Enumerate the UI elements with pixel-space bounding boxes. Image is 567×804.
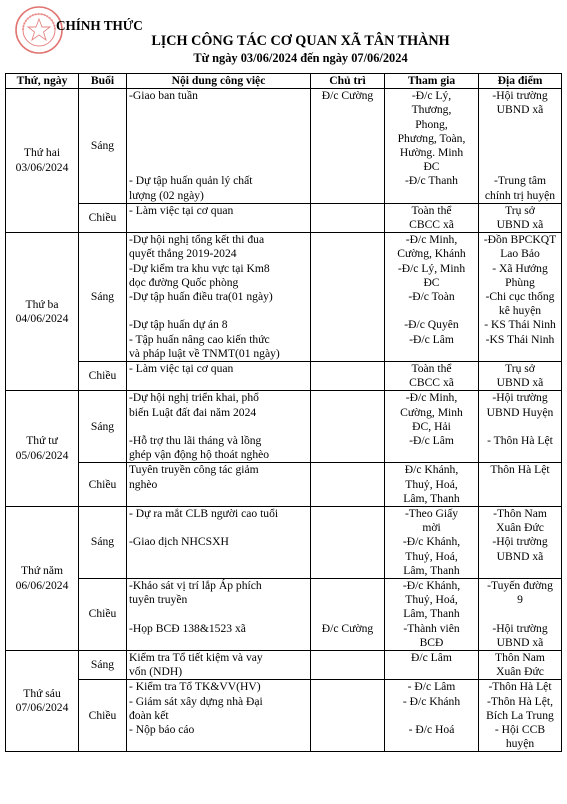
document-title: LỊCH CÔNG TÁC CƠ QUAN XÃ TÂN THÀNH: [151, 33, 450, 49]
session-cell-line: Sáng: [90, 419, 115, 433]
official-label: CHÍNH THỨC: [56, 18, 143, 33]
participants-cell-line: Cường, Minh: [400, 405, 463, 419]
header-chair: Chủ trì: [311, 74, 385, 89]
location-cell-line: -Hội trường: [492, 621, 548, 635]
location-cell: [479, 680, 562, 752]
participants-cell-line: -Theo Giấy: [404, 507, 459, 520]
participants-cell-line: Thuỷ, Hoá,: [405, 549, 458, 563]
content-cell: [127, 579, 311, 651]
location-cell-line: UBND xã: [496, 376, 544, 390]
participants-cell-line: Lâm, Thanh: [403, 491, 460, 505]
location-cell-line: Thôn Hà Lệt: [490, 463, 550, 477]
content-cell-line: dọc đường Quốc phòng: [129, 275, 239, 289]
participants-cell-line: ĐC: [423, 275, 440, 289]
chair-cell-line: [313, 204, 382, 218]
session-cell: [79, 651, 127, 680]
chair-cell: [311, 507, 385, 579]
day-cell: [6, 89, 79, 233]
location-cell-line: [481, 607, 559, 621]
content-cell: [127, 507, 311, 579]
chair-cell: [311, 89, 385, 204]
content-cell-line: -Giao dịch NHCSXH: [129, 535, 229, 549]
location-cell-line: - Xã Hướng: [492, 261, 548, 275]
content-cell-line: vốn (NDH): [129, 665, 183, 679]
location-cell-line: Xuân Đức: [496, 665, 544, 679]
content-cell-line: - Làm việc tại cơ quan: [129, 203, 234, 217]
content-cell: [127, 463, 311, 507]
participants-cell-line: BCĐ: [419, 635, 444, 649]
participants-cell-line: Lâm, Thanh: [403, 607, 460, 621]
day-cell-line: Thứ năm: [20, 564, 64, 578]
participants-cell: [385, 361, 479, 390]
content-cell-line: - Dự tập huấn quản lý chất: [129, 174, 253, 188]
location-cell-line: -Hội trường: [492, 535, 548, 549]
participants-cell: [385, 651, 479, 680]
location-cell-line: - KS Thái Ninh: [484, 318, 556, 332]
chair-cell-line: [313, 463, 382, 477]
table-row: [6, 391, 562, 463]
content-cell-line: đoàn kết: [129, 708, 169, 722]
session-cell-line: Chiều: [88, 369, 117, 383]
content-cell-line: -Dự kiểm tra khu vực tại Km8: [129, 261, 270, 275]
day-cell: [6, 507, 79, 651]
chair-cell-line: Đ/c Cường: [321, 621, 374, 635]
table-row: [6, 361, 562, 390]
location-cell-line: 9: [517, 593, 523, 607]
session-cell: [79, 203, 127, 232]
participants-cell-line: Hường. Minh: [399, 146, 464, 160]
session-cell-line: Sáng: [90, 535, 115, 549]
content-cell-line: Kiểm tra Tổ tiết kiệm và vay: [129, 651, 263, 665]
participants-cell-line: Thuỷ, Hoá,: [405, 593, 458, 607]
content-cell-line: [129, 103, 308, 117]
location-cell-line: kê huyện: [498, 304, 542, 318]
participants-cell-line: -Đ/c Khánh,: [402, 535, 461, 549]
location-cell-line: Trụ sở: [505, 203, 535, 217]
content-cell-line: ghép vận động hộ thoát nghèo: [129, 448, 270, 462]
chair-cell-line: Đ/c Cường: [321, 89, 374, 103]
location-cell-line: Lao Bảo: [500, 247, 540, 261]
chair-cell-line: [313, 362, 382, 376]
chair-cell-line: [313, 680, 382, 694]
day-cell-line: Thứ ba: [25, 297, 59, 311]
participants-cell: [385, 391, 479, 463]
chair-cell: [311, 463, 385, 507]
participants-cell-line: ĐC: [423, 160, 440, 174]
participants-cell-line: - Đ/c Lâm: [407, 680, 456, 694]
chair-cell: [311, 680, 385, 752]
location-cell-line: chính trị huyện: [484, 188, 556, 202]
content-cell-line: và pháp luật về TNMT(01 ngày): [129, 346, 280, 360]
location-cell-line: -Thôn Nam: [493, 507, 547, 520]
location-cell-line: [481, 420, 559, 434]
content-cell-line: -Dự tập huấn dự án 8: [129, 318, 228, 332]
participants-cell-line: - Đ/c Hoá: [408, 723, 455, 737]
content-cell: [127, 680, 311, 752]
content-cell-line: -Dự tập huấn điều tra(01 ngày): [129, 289, 273, 303]
content-cell-line: -Khảo sát vị trí lắp Áp phích: [129, 579, 262, 593]
day-cell-line: Thứ hai: [23, 146, 61, 160]
location-cell-line: [481, 118, 559, 132]
content-cell-line: [129, 160, 308, 174]
table-row: [6, 680, 562, 752]
chair-cell-line: [313, 233, 382, 247]
table-row: [6, 203, 562, 232]
content-cell: [127, 391, 311, 463]
day-cell: [6, 233, 79, 391]
chair-cell-line: [313, 579, 382, 593]
content-cell-line: quyết thắng 2019-2024: [129, 247, 237, 261]
location-cell: [479, 391, 562, 463]
location-cell-line: [481, 146, 559, 160]
participants-cell-line: -Đ/c Lâm: [409, 332, 454, 346]
content-cell-line: lượng (02 ngày): [129, 188, 204, 202]
header-location: Địa điểm: [479, 74, 562, 89]
schedule-table: [5, 73, 562, 752]
document-subtitle: Từ ngày 03/06/2024 đến ngày 07/06/2024: [193, 51, 408, 65]
chair-cell: [311, 651, 385, 680]
content-cell: [127, 89, 311, 204]
location-cell-line: -Đồn BPCKQT: [483, 233, 557, 247]
session-cell-line: Sáng: [90, 658, 115, 672]
location-cell: [479, 651, 562, 680]
session-cell-line: Chiều: [88, 210, 117, 224]
participants-cell-line: - Đ/c Khánh: [402, 694, 461, 708]
content-cell-line: [129, 304, 308, 318]
participants-cell-line: -Đ/c Thanh: [405, 174, 458, 188]
day-cell-line: 03/06/2024: [15, 160, 69, 174]
session-cell-line: Chiều: [88, 477, 117, 491]
day-cell-line: 04/06/2024: [15, 311, 69, 325]
participants-cell: [385, 233, 479, 362]
session-cell-line: Sáng: [90, 138, 115, 152]
content-cell-line: [129, 118, 308, 132]
session-cell: [79, 89, 127, 204]
header-day: Thứ, ngày: [6, 74, 79, 89]
participants-cell-line: Cường, Khánh: [397, 247, 466, 261]
participants-cell-line: -Đ/c Quyên: [404, 318, 459, 332]
content-cell: [127, 361, 311, 390]
day-cell: [6, 391, 79, 507]
participants-cell-line: -Đ/c Minh,: [405, 391, 458, 405]
participants-cell-line: CBCC xã: [409, 217, 454, 231]
day-cell-line: 07/06/2024: [15, 701, 69, 715]
session-cell: [79, 680, 127, 752]
participants-cell-line: [387, 304, 476, 318]
location-cell: [479, 233, 562, 362]
session-cell-line: Sáng: [90, 289, 115, 303]
location-cell-line: -Hội trường: [492, 89, 548, 103]
header-participants: Tham gia: [385, 74, 479, 89]
content-cell-line: nghèo: [129, 477, 158, 491]
location-cell-line: UBND xã: [496, 549, 544, 563]
location-cell: [479, 89, 562, 204]
content-cell: [127, 233, 311, 362]
participants-cell-line: Toàn thể: [411, 361, 452, 375]
session-cell: [79, 361, 127, 390]
day-cell-line: 05/06/2024: [15, 448, 69, 462]
content-cell-line: -Dự hội nghị triển khai, phổ: [129, 391, 259, 405]
table-row: [6, 233, 562, 362]
location-cell-line: UBND xã: [496, 103, 544, 117]
participants-cell: [385, 507, 479, 579]
location-cell-line: -KS Thái Ninh: [485, 332, 555, 346]
participants-cell-line: Đ/c Lâm: [411, 651, 452, 665]
content-cell-line: [129, 521, 308, 535]
content-cell-line: Tuyên truyền công tác giảm: [129, 463, 259, 477]
content-cell-line: [129, 146, 308, 160]
content-cell-line: - Dự ra mắt CLB người cao tuổi: [129, 507, 279, 520]
header-session: Buổi: [79, 74, 127, 89]
location-cell-line: -Hội trường: [492, 391, 548, 405]
location-cell-line: - Thôn Hà Lệt: [487, 433, 553, 447]
content-cell-line: -Giao ban tuần: [129, 89, 198, 103]
session-cell-line: Chiều: [88, 607, 117, 621]
table-row: [6, 579, 562, 651]
chair-cell: [311, 203, 385, 232]
session-cell: [79, 233, 127, 362]
location-cell: [479, 203, 562, 232]
table-row: [6, 89, 562, 204]
location-cell-line: -Thôn Hà Lệt: [488, 680, 552, 694]
content-cell-line: - Nộp báo cáo: [129, 723, 195, 737]
location-cell: [479, 579, 562, 651]
chair-cell: [311, 361, 385, 390]
participants-cell-line: Phong,: [415, 117, 448, 131]
participants-cell-line: CBCC xã: [409, 376, 454, 390]
location-cell-line: [481, 132, 559, 146]
chair-cell-line: [313, 391, 382, 405]
content-cell-line: -Hỗ trợ thu lãi tháng và lồng: [129, 433, 262, 447]
participants-cell-line: Phương, Toàn,: [397, 131, 466, 145]
content-cell-line: biến Luật đất đai năm 2024: [129, 405, 257, 419]
location-cell-line: UBND Huyện: [486, 405, 554, 419]
chair-cell-line: [313, 607, 382, 621]
session-cell: [79, 463, 127, 507]
table-row: [6, 651, 562, 680]
location-cell-line: [481, 160, 559, 174]
session-cell: [79, 579, 127, 651]
participants-cell: [385, 463, 479, 507]
participants-cell-line: Thương,: [411, 103, 452, 117]
content-cell-line: - Kiểm tra Tổ TK&VV(HV): [129, 680, 261, 694]
location-cell: [479, 507, 562, 579]
participants-cell-line: [387, 709, 476, 723]
chair-cell-line: [313, 651, 382, 665]
participants-cell: [385, 579, 479, 651]
location-cell-line: -Tuyến đường: [487, 579, 553, 593]
content-cell-line: tuyên truyền: [129, 593, 188, 607]
participants-cell-line: -Đ/c Lý, Minh: [397, 261, 466, 275]
location-cell-line: huyện: [505, 737, 535, 751]
table-header-row: [6, 74, 562, 89]
participants-cell-line: mời: [422, 521, 441, 535]
location-cell-line: Xuân Đức: [496, 521, 544, 535]
location-cell: [479, 361, 562, 390]
participants-cell-line: -Đ/c Khánh,: [402, 579, 461, 593]
content-cell-line: - Làm việc tại cơ quan: [129, 361, 234, 375]
participants-cell-line: Thuỷ, Hoá,: [405, 477, 458, 491]
content-cell: [127, 203, 311, 232]
location-cell-line: -Trung tâm: [493, 174, 547, 188]
content-cell-line: [129, 607, 308, 621]
content-cell-line: -Họp BCĐ 138&1523 xã: [129, 621, 246, 635]
participants-cell: [385, 203, 479, 232]
participants-cell-line: Lâm, Thanh: [403, 563, 460, 577]
participants-cell: [385, 680, 479, 752]
content-cell-line: -Dự hội nghị tổng kết thi đua: [129, 233, 265, 247]
participants-cell-line: -Đ/c Lý,: [411, 89, 452, 103]
participants-cell-line: Đ/c Khánh,: [404, 463, 459, 477]
location-cell: [479, 463, 562, 507]
location-cell-line: Trụ sở: [505, 361, 535, 375]
day-cell: [6, 651, 79, 752]
chair-cell: [311, 391, 385, 463]
participants-cell-line: -Thành viên: [403, 621, 460, 635]
content-cell: [127, 651, 311, 680]
participants-cell-line: -Đ/c Lâm: [409, 434, 454, 447]
chair-cell: [311, 233, 385, 362]
session-cell: [79, 507, 127, 579]
location-cell-line: - Hội CCB: [494, 723, 546, 737]
chair-cell: [311, 579, 385, 651]
day-cell-line: Thứ sáu: [23, 687, 61, 701]
participants-cell-line: -Đ/c Toàn: [408, 289, 455, 303]
content-cell-line: [129, 420, 308, 434]
day-cell-line: Thứ tư: [26, 434, 58, 448]
participants-cell: [385, 89, 479, 204]
participants-cell-line: -Đ/c Minh,: [405, 233, 458, 247]
location-cell-line: Bích La Trung: [486, 708, 554, 722]
session-cell-line: Chiều: [88, 708, 117, 722]
table-row: [6, 507, 562, 579]
participants-cell-line: ĐC, Hải: [412, 419, 451, 433]
location-cell-line: Phùng: [505, 275, 535, 289]
content-cell-line: - Tập huấn nâng cao kiến thức: [129, 332, 270, 346]
content-cell-line: - Giám sát xây dựng nhà Đại: [129, 694, 263, 708]
day-cell-line: 06/06/2024: [15, 578, 69, 592]
location-cell-line: Thôn Nam: [495, 651, 545, 665]
session-cell: [79, 391, 127, 463]
chair-cell-line: [313, 593, 382, 607]
location-cell-line: UBND xã: [496, 217, 544, 231]
header-content: Nội dung công việc: [127, 74, 311, 89]
content-cell-line: [129, 132, 308, 146]
location-cell-line: -Thôn Hà Lệt,: [487, 694, 553, 708]
location-cell-line: -Chi cục thống: [485, 289, 555, 303]
participants-cell-line: Toàn thể: [411, 203, 452, 217]
table-row: [6, 463, 562, 507]
chair-cell-line: [313, 507, 382, 521]
location-cell-line: UBND xã: [496, 635, 544, 649]
